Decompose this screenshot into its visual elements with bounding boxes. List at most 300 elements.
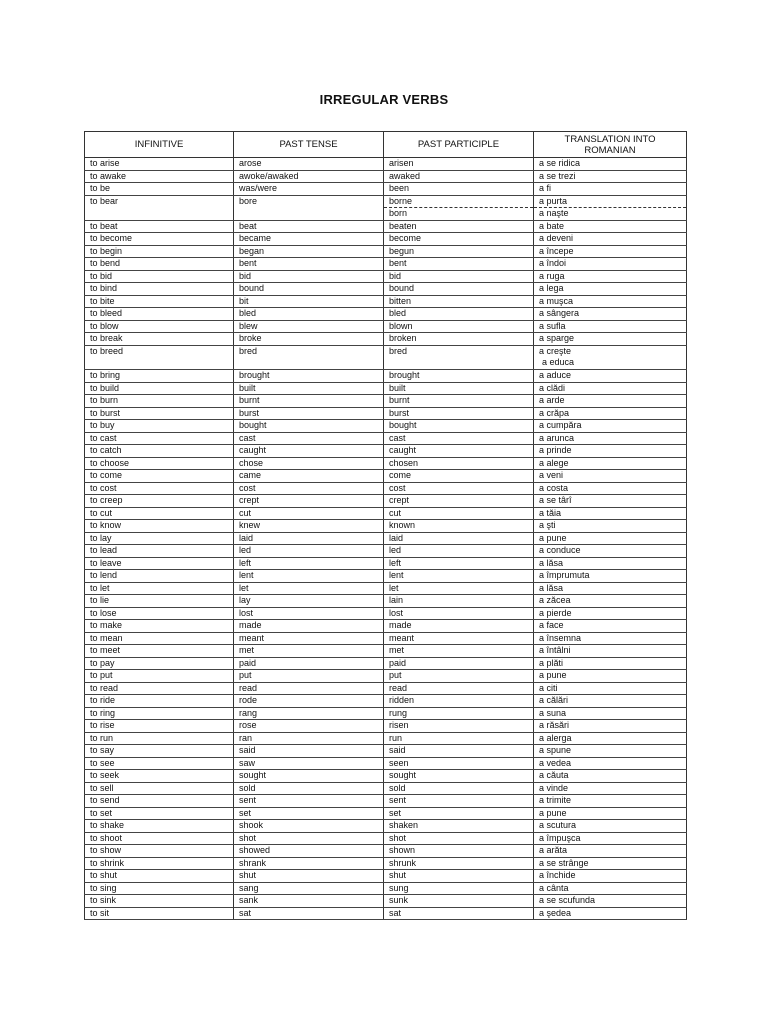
table-row	[85, 795, 687, 808]
translation-cell: a arunca	[534, 432, 687, 445]
past-participle-cell: sold	[384, 782, 534, 795]
table-row	[85, 632, 687, 645]
past-tense-cell: knew	[234, 520, 384, 533]
past-participle-cell: let	[384, 582, 534, 595]
translation-cell: a spune	[534, 745, 687, 758]
past-participle-cell: met	[384, 645, 534, 658]
translation-cell: a conduce	[534, 545, 687, 558]
translation-cell: a cânta	[534, 882, 687, 895]
infinitive-cell: to break	[85, 333, 234, 346]
infinitive-cell: to let	[85, 582, 234, 595]
past-participle-cell: come	[384, 470, 534, 483]
translation-cell: a pune	[534, 532, 687, 545]
infinitive-cell: to leave	[85, 557, 234, 570]
past-tense-cell: bred	[234, 345, 384, 370]
infinitive-cell: to cut	[85, 507, 234, 520]
past-participle-cell: paid	[384, 657, 534, 670]
infinitive-cell: to rise	[85, 720, 234, 733]
translation-cell: a vedea	[534, 757, 687, 770]
table-row	[85, 595, 687, 608]
translation-cell: a citi	[534, 682, 687, 695]
infinitive-cell: to bear	[85, 195, 234, 220]
table-row	[85, 870, 687, 883]
table-row	[85, 532, 687, 545]
past-participle-cell: bled	[384, 308, 534, 321]
past-tense-cell: bent	[234, 258, 384, 271]
past-tense-cell: cost	[234, 482, 384, 495]
translation-cell: a scutura	[534, 820, 687, 833]
translation-cell: a pierde	[534, 607, 687, 620]
table-row	[85, 183, 687, 196]
infinitive-cell: to make	[85, 620, 234, 633]
past-tense-cell: shook	[234, 820, 384, 833]
infinitive-cell: to breed	[85, 345, 234, 370]
past-tense-cell: shrank	[234, 857, 384, 870]
past-tense-cell: said	[234, 745, 384, 758]
infinitive-cell: to burn	[85, 395, 234, 408]
past-participle-cell: ridden	[384, 695, 534, 708]
translation-cell: a împrumuta	[534, 570, 687, 583]
past-participle-cell: set	[384, 807, 534, 820]
past-participle-cell: cut	[384, 507, 534, 520]
infinitive-cell: to know	[85, 520, 234, 533]
table-row	[85, 507, 687, 520]
past-tense-cell: chose	[234, 457, 384, 470]
past-tense-cell: arose	[234, 158, 384, 171]
translation-cell: a începe	[534, 245, 687, 258]
infinitive-cell: to sell	[85, 782, 234, 795]
table-row	[85, 495, 687, 508]
translation-cell: a arde	[534, 395, 687, 408]
past-participle-cell: bought	[384, 420, 534, 433]
infinitive-cell: to bid	[85, 270, 234, 283]
infinitive-cell: to shoot	[85, 832, 234, 845]
table-row	[85, 670, 687, 683]
translation-cell: a costa	[534, 482, 687, 495]
past-tense-cell: cut	[234, 507, 384, 520]
past-tense-cell: left	[234, 557, 384, 570]
past-tense-cell: began	[234, 245, 384, 258]
table-row	[85, 308, 687, 321]
table-row	[85, 895, 687, 908]
table-row	[85, 420, 687, 433]
translation-cell: a lăsa	[534, 557, 687, 570]
past-tense-cell: made	[234, 620, 384, 633]
past-participle-cell: bred	[384, 345, 534, 370]
translation-cell: a fi	[534, 183, 687, 196]
infinitive-cell: to buy	[85, 420, 234, 433]
table-row	[85, 857, 687, 870]
past-participle-cell: laid	[384, 532, 534, 545]
infinitive-cell: to read	[85, 682, 234, 695]
translation-cell: a veni	[534, 470, 687, 483]
infinitive-cell: to lie	[85, 595, 234, 608]
past-tense-cell: showed	[234, 845, 384, 858]
infinitive-cell: to say	[85, 745, 234, 758]
translation-cell: a pune	[534, 807, 687, 820]
past-tense-cell: let	[234, 582, 384, 595]
past-participle-cell: risen	[384, 720, 534, 733]
table-row	[85, 607, 687, 620]
past-tense-cell: shot	[234, 832, 384, 845]
table-row	[85, 807, 687, 820]
table-row	[85, 882, 687, 895]
cell-line: borne	[384, 196, 533, 209]
table-row	[85, 820, 687, 833]
past-participle-cell: said	[384, 745, 534, 758]
translation-cell	[534, 195, 687, 220]
infinitive-cell: to lend	[85, 570, 234, 583]
infinitive-cell: to shut	[85, 870, 234, 883]
infinitive-cell: to show	[85, 845, 234, 858]
translation-cell: a crăpa	[534, 407, 687, 420]
past-tense-cell: built	[234, 382, 384, 395]
table-row	[85, 258, 687, 271]
translation-cell: a deveni	[534, 233, 687, 246]
infinitive-cell: to see	[85, 757, 234, 770]
table-row	[85, 382, 687, 395]
past-participle-cell: seen	[384, 757, 534, 770]
table-row	[85, 707, 687, 720]
translation-cell: a vinde	[534, 782, 687, 795]
translation-cell: a clădi	[534, 382, 687, 395]
translation-cell: a alerga	[534, 732, 687, 745]
past-participle-cell: shrunk	[384, 857, 534, 870]
table-row	[85, 407, 687, 420]
past-tense-cell: sold	[234, 782, 384, 795]
translation-cell: a întâlni	[534, 645, 687, 658]
past-participle-cell: cost	[384, 482, 534, 495]
past-tense-cell: beat	[234, 220, 384, 233]
infinitive-cell: to bring	[85, 370, 234, 383]
past-tense-cell: became	[234, 233, 384, 246]
irregular-verbs-table	[84, 131, 687, 920]
table-row	[85, 720, 687, 733]
translation-cell: a arăta	[534, 845, 687, 858]
translation-cell: a face	[534, 620, 687, 633]
past-participle-cell: been	[384, 183, 534, 196]
infinitive-cell: to pay	[85, 657, 234, 670]
past-participle-cell: sung	[384, 882, 534, 895]
past-tense-cell: bid	[234, 270, 384, 283]
past-tense-cell: sent	[234, 795, 384, 808]
past-tense-cell: bought	[234, 420, 384, 433]
infinitive-cell: to lay	[85, 532, 234, 545]
header-infinitive: INFINITIVE	[85, 132, 234, 158]
translation-cell: a cumpăra	[534, 420, 687, 433]
table-row	[85, 370, 687, 383]
infinitive-cell: to sit	[85, 907, 234, 920]
past-participle-cell: blown	[384, 320, 534, 333]
translation-cell: a tăia	[534, 507, 687, 520]
infinitive-cell: to choose	[85, 457, 234, 470]
table-body	[85, 158, 687, 920]
past-participle-cell: arisen	[384, 158, 534, 171]
past-tense-cell: bound	[234, 283, 384, 296]
infinitive-cell: to bend	[85, 258, 234, 271]
infinitive-cell: to cast	[85, 432, 234, 445]
past-participle-cell: broken	[384, 333, 534, 346]
translation-cell: a se scufunda	[534, 895, 687, 908]
past-participle-cell: burst	[384, 407, 534, 420]
translation-cell: a bate	[534, 220, 687, 233]
infinitive-cell: to build	[85, 382, 234, 395]
cell-line: born	[389, 208, 408, 218]
table-row	[85, 457, 687, 470]
infinitive-cell: to lose	[85, 607, 234, 620]
past-tense-cell: saw	[234, 757, 384, 770]
past-participle-cell: put	[384, 670, 534, 683]
table-row	[85, 907, 687, 920]
table-row	[85, 432, 687, 445]
past-participle-cell: chosen	[384, 457, 534, 470]
table-row	[85, 333, 687, 346]
infinitive-cell: to cost	[85, 482, 234, 495]
table-row	[85, 545, 687, 558]
infinitive-cell: to bite	[85, 295, 234, 308]
translation-cell: a căuta	[534, 770, 687, 783]
past-participle-cell: run	[384, 732, 534, 745]
past-tense-cell: lost	[234, 607, 384, 620]
translation-cell: a se trezi	[534, 170, 687, 183]
past-tense-cell: laid	[234, 532, 384, 545]
infinitive-cell: to seek	[85, 770, 234, 783]
translation-cell: a pune	[534, 670, 687, 683]
infinitive-cell: to shrink	[85, 857, 234, 870]
past-participle-cell: sunk	[384, 895, 534, 908]
table-header-row	[85, 132, 687, 158]
past-tense-cell: burst	[234, 407, 384, 420]
past-participle-cell: bound	[384, 283, 534, 296]
past-participle-cell: crept	[384, 495, 534, 508]
table-row	[85, 657, 687, 670]
past-tense-cell: meant	[234, 632, 384, 645]
infinitive-cell: to arise	[85, 158, 234, 171]
infinitive-cell: to meet	[85, 645, 234, 658]
table-row	[85, 295, 687, 308]
past-participle-cell: left	[384, 557, 534, 570]
past-participle-cell: made	[384, 620, 534, 633]
page-title: IRREGULAR VERBS	[319, 92, 449, 107]
translation-cell: a prinde	[534, 445, 687, 458]
table-row	[85, 757, 687, 770]
past-participle-cell: bid	[384, 270, 534, 283]
infinitive-cell: to ride	[85, 695, 234, 708]
table-row	[85, 732, 687, 745]
table-row	[85, 770, 687, 783]
past-tense-cell: crept	[234, 495, 384, 508]
past-tense-cell: set	[234, 807, 384, 820]
past-participle-cell: read	[384, 682, 534, 695]
table-row	[85, 782, 687, 795]
past-participle-cell: lent	[384, 570, 534, 583]
past-participle-cell: bent	[384, 258, 534, 271]
table-row	[85, 195, 687, 220]
past-participle-cell: begun	[384, 245, 534, 258]
infinitive-cell: to begin	[85, 245, 234, 258]
past-tense-cell: broke	[234, 333, 384, 346]
past-tense-cell: cast	[234, 432, 384, 445]
header-past-tense: PAST TENSE	[234, 132, 384, 158]
past-participle-cell: rung	[384, 707, 534, 720]
cell-line: a naşte	[539, 208, 569, 218]
translation-cell: a lăsa	[534, 582, 687, 595]
past-tense-cell: sank	[234, 895, 384, 908]
past-participle-cell: led	[384, 545, 534, 558]
translation-cell: a şedea	[534, 907, 687, 920]
past-tense-cell: put	[234, 670, 384, 683]
past-participle-cell: meant	[384, 632, 534, 645]
translation-cell: a şti	[534, 520, 687, 533]
table-row	[85, 233, 687, 246]
past-participle-cell: sat	[384, 907, 534, 920]
past-participle-cell: known	[384, 520, 534, 533]
table-row	[85, 170, 687, 183]
table-row	[85, 445, 687, 458]
past-participle-cell: sought	[384, 770, 534, 783]
header-past-participle: PAST PARTICIPLE	[384, 132, 534, 158]
translation-cell: a însemna	[534, 632, 687, 645]
table-row	[85, 845, 687, 858]
past-tense-cell: rose	[234, 720, 384, 733]
translation-cell: a se ridica	[534, 158, 687, 171]
past-tense-cell: rang	[234, 707, 384, 720]
table-row	[85, 220, 687, 233]
table-row	[85, 345, 687, 370]
translation-cell: a se strânge	[534, 857, 687, 870]
table-row	[85, 482, 687, 495]
past-participle-cell: burnt	[384, 395, 534, 408]
past-tense-cell: lay	[234, 595, 384, 608]
translation-cell: a muşca	[534, 295, 687, 308]
cell-line: a educa	[542, 357, 575, 367]
past-participle-cell: cast	[384, 432, 534, 445]
translation-cell: a suna	[534, 707, 687, 720]
infinitive-cell: to put	[85, 670, 234, 683]
cell-line: a creşte	[539, 345, 572, 356]
past-participle-cell	[384, 195, 534, 220]
translation-cell: a trimite	[534, 795, 687, 808]
past-participle-cell: become	[384, 233, 534, 246]
past-tense-cell: bit	[234, 295, 384, 308]
table-row	[85, 245, 687, 258]
table-row	[85, 620, 687, 633]
table-row	[85, 270, 687, 283]
table-row	[85, 283, 687, 296]
infinitive-cell: to come	[85, 470, 234, 483]
past-participle-cell: awaked	[384, 170, 534, 183]
past-tense-cell: ran	[234, 732, 384, 745]
past-participle-cell: shown	[384, 845, 534, 858]
past-tense-cell: sought	[234, 770, 384, 783]
infinitive-cell: to catch	[85, 445, 234, 458]
infinitive-cell: to bleed	[85, 308, 234, 321]
past-participle-cell: built	[384, 382, 534, 395]
translation-cell: a sângera	[534, 308, 687, 321]
past-participle-cell: brought	[384, 370, 534, 383]
past-tense-cell: rode	[234, 695, 384, 708]
table-row	[85, 320, 687, 333]
infinitive-cell: to mean	[85, 632, 234, 645]
table-row	[85, 470, 687, 483]
past-tense-cell: shut	[234, 870, 384, 883]
infinitive-cell: to blow	[85, 320, 234, 333]
cell-line: a purta	[534, 196, 686, 209]
past-participle-cell: lain	[384, 595, 534, 608]
past-participle-cell: sent	[384, 795, 534, 808]
infinitive-cell: to bind	[85, 283, 234, 296]
past-tense-cell: met	[234, 645, 384, 658]
infinitive-cell: to burst	[85, 407, 234, 420]
table-row	[85, 682, 687, 695]
past-tense-cell: paid	[234, 657, 384, 670]
past-tense-cell: awoke/awaked	[234, 170, 384, 183]
past-tense-cell: bore	[234, 195, 384, 220]
past-tense-cell: came	[234, 470, 384, 483]
infinitive-cell: to be	[85, 183, 234, 196]
past-tense-cell: sang	[234, 882, 384, 895]
past-tense-cell: was/were	[234, 183, 384, 196]
translation-cell: a îndoi	[534, 258, 687, 271]
translation-cell: a împuşca	[534, 832, 687, 845]
infinitive-cell: to send	[85, 795, 234, 808]
infinitive-cell: to beat	[85, 220, 234, 233]
past-tense-cell: bled	[234, 308, 384, 321]
table-row	[85, 520, 687, 533]
translation-cell: a alege	[534, 457, 687, 470]
table-row	[85, 832, 687, 845]
table-row	[85, 395, 687, 408]
translation-cell: a se târî	[534, 495, 687, 508]
past-tense-cell: burnt	[234, 395, 384, 408]
past-tense-cell: brought	[234, 370, 384, 383]
infinitive-cell: to lead	[85, 545, 234, 558]
infinitive-cell: to become	[85, 233, 234, 246]
past-participle-cell: shot	[384, 832, 534, 845]
translation-cell: a sufla	[534, 320, 687, 333]
past-tense-cell: read	[234, 682, 384, 695]
table-row	[85, 158, 687, 171]
past-tense-cell: lent	[234, 570, 384, 583]
table-row	[85, 645, 687, 658]
past-tense-cell: blew	[234, 320, 384, 333]
table-row	[85, 745, 687, 758]
table-row	[85, 695, 687, 708]
translation-cell: a lega	[534, 283, 687, 296]
infinitive-cell: to sink	[85, 895, 234, 908]
past-participle-cell: beaten	[384, 220, 534, 233]
translation-cell: a călări	[534, 695, 687, 708]
past-participle-cell: bitten	[384, 295, 534, 308]
table-row	[85, 570, 687, 583]
infinitive-cell: to sing	[85, 882, 234, 895]
infinitive-cell: to shake	[85, 820, 234, 833]
translation-cell: a plăti	[534, 657, 687, 670]
past-tense-cell: sat	[234, 907, 384, 920]
header-translation: TRANSLATION INTO ROMANIAN	[534, 132, 687, 158]
translation-cell: a sparge	[534, 333, 687, 346]
translation-cell: a ruga	[534, 270, 687, 283]
translation-cell: a aduce	[534, 370, 687, 383]
infinitive-cell: to ring	[85, 707, 234, 720]
past-tense-cell: caught	[234, 445, 384, 458]
past-participle-cell: caught	[384, 445, 534, 458]
infinitive-cell: to creep	[85, 495, 234, 508]
infinitive-cell: to run	[85, 732, 234, 745]
infinitive-cell: to awake	[85, 170, 234, 183]
past-participle-cell: shaken	[384, 820, 534, 833]
past-tense-cell: led	[234, 545, 384, 558]
